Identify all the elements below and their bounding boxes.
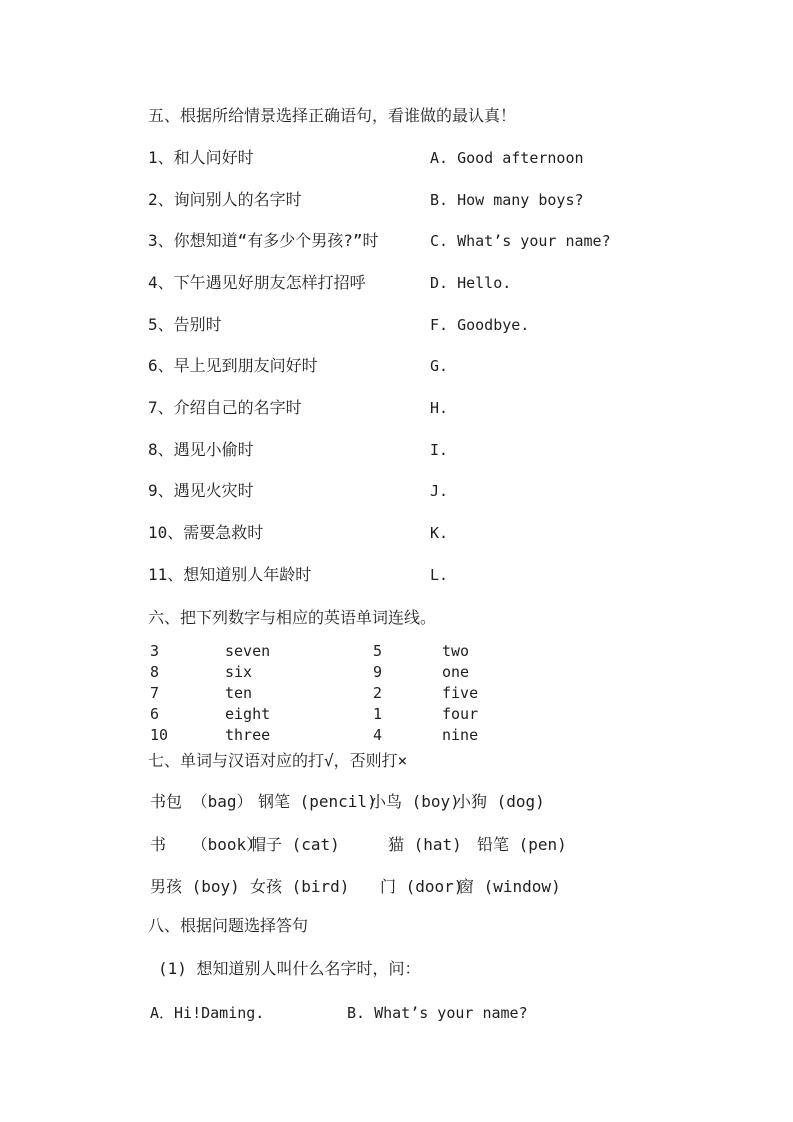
section5-item-option: C. What’s your name? xyxy=(430,232,611,250)
section8-title: 八、根据问题选择答句 xyxy=(148,916,309,935)
word-pair: 小狗 (dog) xyxy=(455,792,545,811)
word-pair: 门 (door) xyxy=(380,877,464,896)
word-cell: four xyxy=(442,705,479,723)
word-pair: 钢笔 (pencil) xyxy=(258,792,377,811)
word-cell: seven xyxy=(225,642,271,660)
section5-item-option: B. How many boys? xyxy=(430,191,584,209)
section5-item-prompt: 1、和人问好时 xyxy=(148,148,254,167)
section5-item-prompt: 4、下午遇见好朋友怎样打招呼 xyxy=(148,273,366,292)
section5-item-option: I. xyxy=(430,441,449,459)
word-pair: 小鸟 (boy) xyxy=(370,792,460,811)
section7-title: 七、单词与汉语对应的打√，否则打× xyxy=(148,751,408,770)
section5-item-option: F. Goodbye. xyxy=(430,316,530,334)
section5-item-option: A. Good afternoon xyxy=(430,149,584,167)
section5-item-prompt: 6、早上见到朋友问好时 xyxy=(148,356,318,375)
section5-item-prompt: 10、需要急救时 xyxy=(148,523,264,542)
number-cell: 4 xyxy=(373,726,383,744)
word-cell: eight xyxy=(225,705,271,723)
number-cell: 5 xyxy=(373,642,383,660)
number-cell: 8 xyxy=(150,663,160,681)
word-pair: 铅笔 (pen) xyxy=(477,835,567,854)
section5-item-prompt: 9、遇见火灾时 xyxy=(148,481,254,500)
word-pair: 窗 (window) xyxy=(458,877,561,896)
section8-question: (1) 想知道别人叫什么名字时，问： xyxy=(158,959,421,978)
section5-item-prompt: 2、询问别人的名字时 xyxy=(148,190,302,209)
section5-item-option: L. xyxy=(430,566,449,584)
section5-item-prompt: 11、想知道别人年龄时 xyxy=(148,565,312,584)
number-cell: 9 xyxy=(373,663,383,681)
section5-item-option: G. xyxy=(430,357,449,375)
number-cell: 2 xyxy=(373,684,383,702)
section5-item-option: H. xyxy=(430,399,449,417)
word-cell: one xyxy=(442,663,470,681)
number-cell: 10 xyxy=(150,726,169,744)
word-pair: 女孩 (bird) xyxy=(250,877,350,896)
section6-title: 六、把下列数字与相应的英语单词连线。 xyxy=(148,608,437,627)
section8-options xyxy=(0,1002,793,1090)
section5-item-prompt: 7、介绍自己的名字时 xyxy=(148,398,302,417)
section5-item-option: D. Hello. xyxy=(430,274,512,292)
section7-row xyxy=(0,876,793,1008)
word-pair: 男孩 (boy) xyxy=(150,877,240,896)
section5-item-prompt: 5、告别时 xyxy=(148,315,222,334)
section5-title: 五、根据所给情景选择正确语句，看谁做的最认真！ xyxy=(148,106,517,125)
word-pair: 猫 (hat) xyxy=(388,835,462,854)
section5-item-prompt: 8、遇见小偷时 xyxy=(148,440,254,459)
word-cell: two xyxy=(442,642,470,660)
number-cell: 3 xyxy=(150,642,160,660)
word-pair: 书 （book） xyxy=(150,835,263,854)
word-pair: 书包 （bag） xyxy=(150,792,253,811)
section5-item-option: K. xyxy=(430,524,449,542)
word-cell: three xyxy=(225,726,271,744)
word-pair: 帽子 (cat) xyxy=(250,835,340,854)
section8-option-a: A．Hi!Daming. xyxy=(150,1004,265,1022)
word-cell: five xyxy=(442,684,479,702)
word-cell: ten xyxy=(225,684,253,702)
section8-option-b: B. What’s your name? xyxy=(347,1004,528,1022)
number-cell: 7 xyxy=(150,684,160,702)
section5-item-option: J. xyxy=(430,482,449,500)
number-cell: 1 xyxy=(373,705,383,723)
word-cell: nine xyxy=(442,726,479,744)
number-cell: 6 xyxy=(150,705,160,723)
word-cell: six xyxy=(225,663,253,681)
section5-item-prompt: 3、你想知道“有多少个男孩?”时 xyxy=(148,231,379,250)
